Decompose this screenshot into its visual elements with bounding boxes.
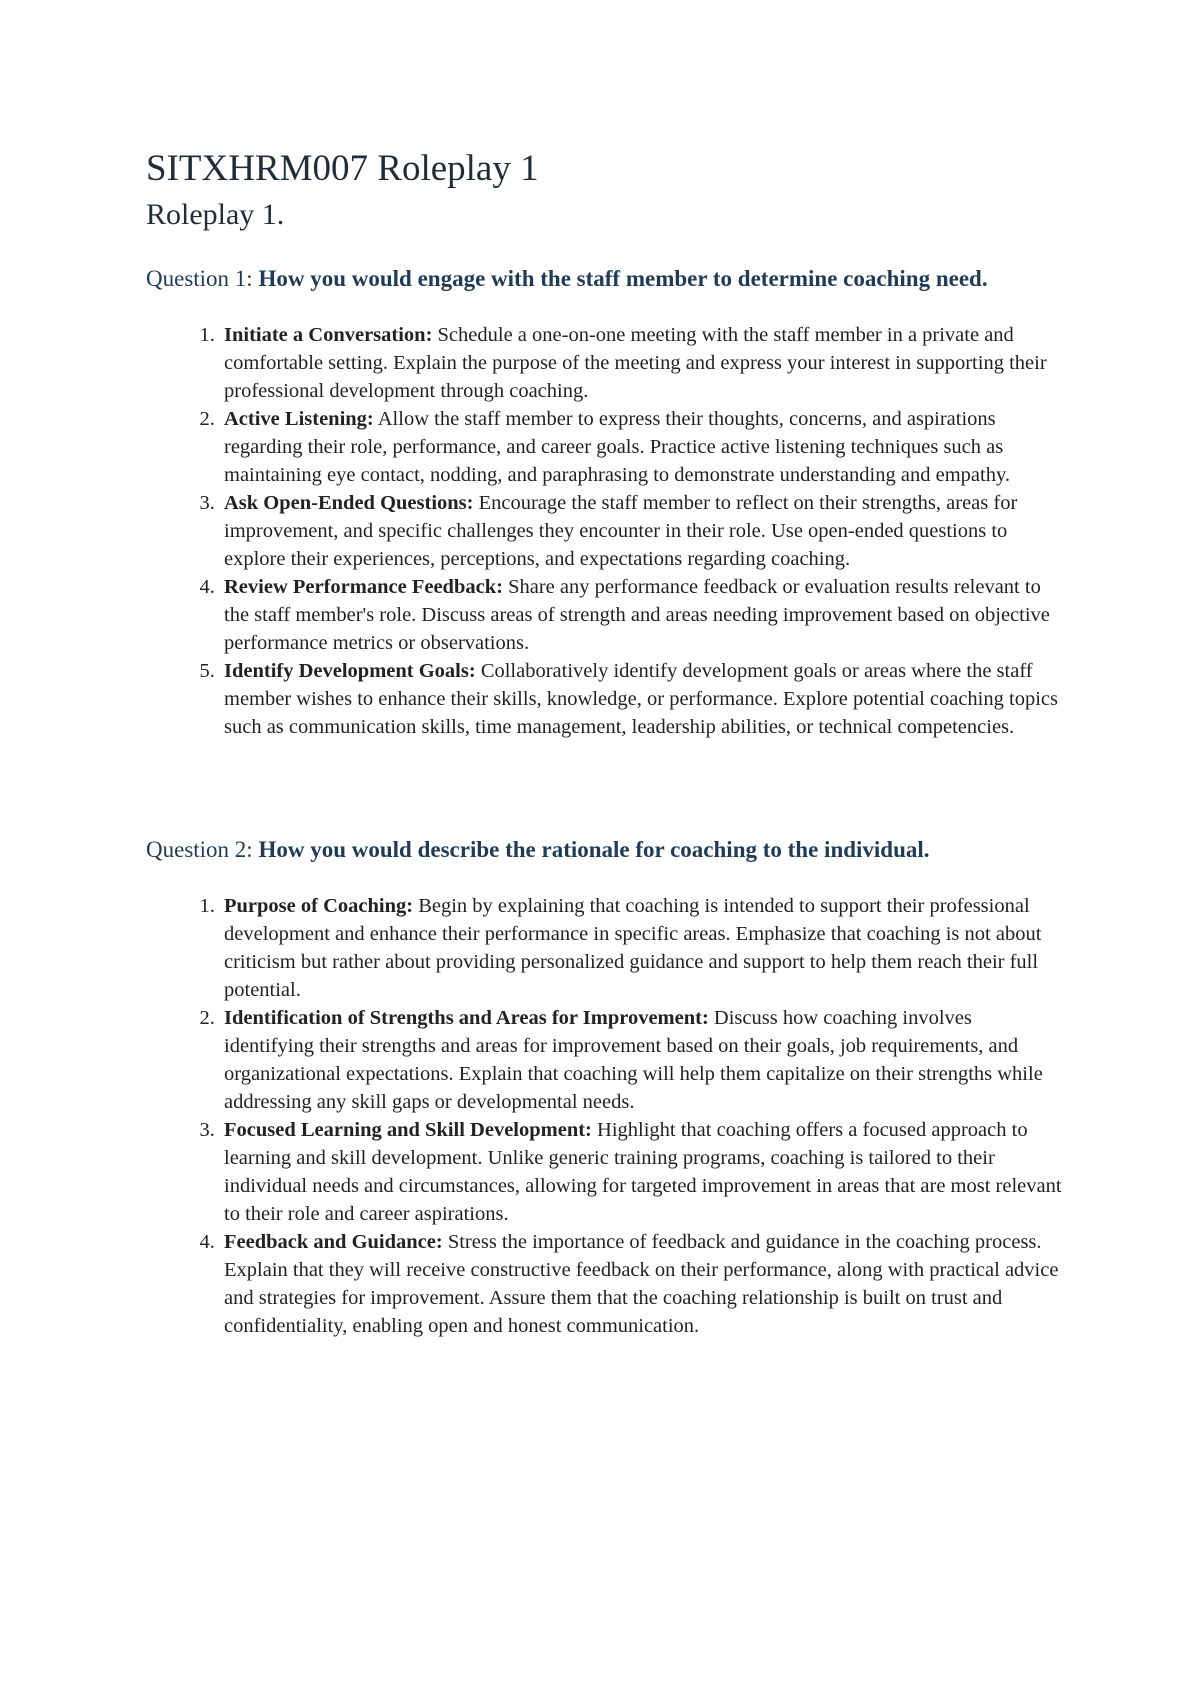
list-item-body: Collaboratively identify development goals or areas where the staff member wishes to enhance their skills, knowledge, or performance. Explore potential coaching topics such as communication skills, time management, leadership abilities, or technical competencies. — [224, 660, 1058, 738]
list-item-heading: Focused Learning and Skill Development: — [224, 1119, 592, 1141]
question-text: How you would engage with the staff member to determine coaching need. — [258, 266, 988, 291]
list-item — [220, 892, 1066, 1004]
list-item — [220, 573, 1066, 657]
list-item — [220, 405, 1066, 489]
list-item-heading: Purpose of Coaching: — [224, 895, 414, 917]
list-item-body: Stress the importance of feedback and guidance in the coaching process. Explain that they will receive constructive feedback on their performance, along with practical advice and strategies for improvement. Assure them that the coaching relationship is built on trust and confidentiality, enabling open and honest communication. — [224, 1231, 1059, 1337]
document-title: SITXHRM007 Roleplay 1 — [146, 148, 539, 189]
list-item — [220, 657, 1066, 741]
list-item-body: Discuss how coaching involves identifying their strengths and areas for improvement based on their goals, job requirements, and organizational expectations. Explain that coaching will help them capitalize on their strengths while addressing any skill gaps or developmental needs. — [224, 1007, 1043, 1113]
document-content — [146, 148, 1066, 1340]
question-text: How you would describe the rationale for coaching to the individual. — [258, 837, 930, 862]
list-item — [220, 1116, 1066, 1228]
list-item-body: Schedule a one-on-one meeting with the staff member in a private and comfortable setting. Explain the purpose of the meeting and express your interest in supporting their professional development through coaching. — [224, 324, 1047, 402]
list-item-heading: Identify Development Goals: — [224, 660, 476, 682]
list-item — [220, 1004, 1066, 1116]
list-item-body: Highlight that coaching offers a focused approach to learning and skill development. Unlike generic training programs, coaching is tailored to their individual needs and circumstances, allowing for targeted improvement in areas that are most relevant to their role and career aspirations. — [224, 1119, 1062, 1225]
list-item-body: Allow the staff member to express their thoughts, concerns, and aspirations regarding their role, performance, and career goals. Practice active listening techniques such as maintaining eye contact, nodding, and paraphrasing to demonstrate understanding and empathy. — [224, 408, 1010, 486]
list-item — [220, 321, 1066, 405]
question-2-heading — [146, 833, 1066, 866]
question-label: Question 2: — [146, 837, 259, 862]
question-1-answer-list — [146, 321, 1066, 741]
list-item-body: Share any performance feedback or evaluation results relevant to the staff member's role. Discuss areas of strength and areas needing improvement based on objective performance metrics or observations. — [224, 576, 1050, 654]
list-item-heading: Ask Open-Ended Questions: — [224, 492, 474, 514]
question-1-heading — [146, 262, 1066, 295]
question-2-answer-list — [146, 892, 1066, 1340]
list-item-body: Encourage the staff member to reflect on their strengths, areas for improvement, and specific challenges they encounter in their role. Use open-ended questions to explore their experiences, perceptions, and expectations regarding coaching. — [224, 492, 1018, 570]
list-item-heading: Initiate a Conversation: — [224, 324, 433, 346]
document-subtitle: Roleplay 1. — [146, 198, 285, 231]
list-item — [220, 1228, 1066, 1340]
question-label: Question 1: — [146, 266, 259, 291]
list-item-heading: Active Listening: — [224, 408, 374, 430]
list-item-body: Begin by explaining that coaching is intended to support their professional development and enhance their performance in specific areas. Emphasize that coaching is not about criticism but rather about providing personalized guidance and support to help them reach their full potential. — [224, 895, 1042, 1001]
list-item — [220, 489, 1066, 573]
list-item-heading: Identification of Strengths and Areas for Improvement: — [224, 1007, 709, 1029]
list-item-heading: Review Performance Feedback: — [224, 576, 503, 598]
list-item-heading: Feedback and Guidance: — [224, 1231, 443, 1253]
